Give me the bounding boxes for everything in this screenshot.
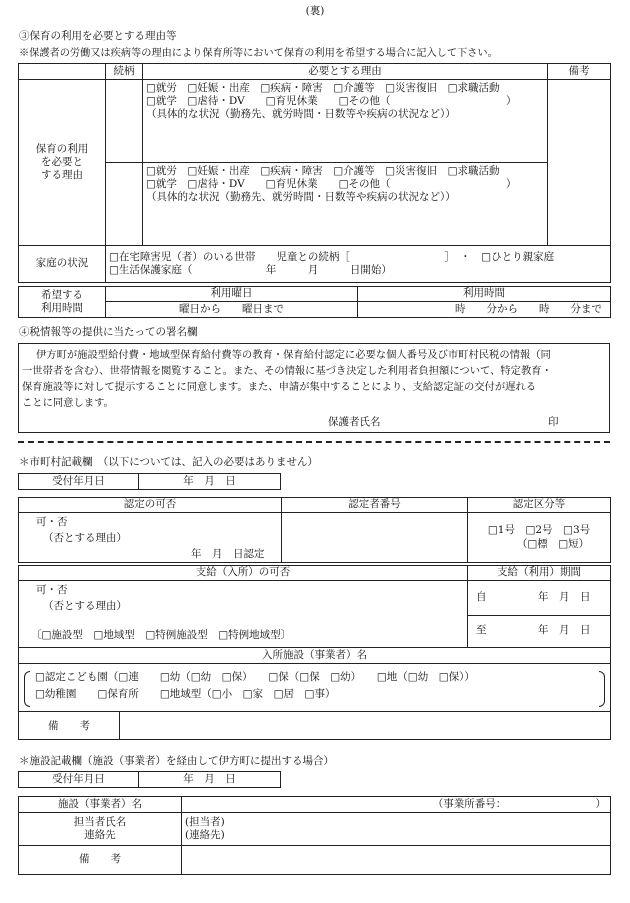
received-date-field[interactable]: 年 月 日 bbox=[139, 474, 281, 490]
use-time-header: 利用時間 bbox=[358, 287, 611, 302]
facility-received-date-field[interactable]: 年 月 日 bbox=[139, 772, 281, 788]
time-range-field[interactable]: 時 分から 時 分まで bbox=[358, 302, 611, 318]
facility-options-cell[interactable]: □認定こども園（□連 □幼（□幼 □保） □保（□保 □幼） □地（□幼 □保）） □幼稚園 □保育所 □地域型（□小 □家 □居 □事） bbox=[19, 664, 611, 712]
consent-box bbox=[18, 343, 610, 433]
reason-cell-2[interactable]: □就労 □妊娠・出産 □疾病・障害 □介護等 □災害復旧 □求職活動 □就学 □虐待・DV □育児休業 □その他（ ） （具体的な状況（勤務先、就労時間・日数等や疾病の状況など）） bbox=[143, 163, 548, 246]
facility-title: ＊施設記載欄（施設（事業者）を経由して伊方町に提出する場合） bbox=[19, 755, 334, 767]
payment-table bbox=[18, 565, 611, 740]
section3-title: ③保育の利用を必要とする理由等 bbox=[19, 30, 177, 42]
seal-mark: 印 bbox=[548, 416, 559, 428]
municipal-remark-label: 備 考 bbox=[19, 712, 120, 740]
facility-remark-label: 備 考 bbox=[19, 846, 182, 875]
reason-table bbox=[18, 63, 611, 283]
facility-type-options: 〔□施設型 □地域型 □特例施設型 □特例地域型〕 bbox=[31, 629, 292, 641]
relation-cell-2[interactable] bbox=[106, 163, 143, 246]
guardian-name-label: 保護者氏名 bbox=[328, 416, 381, 428]
relation-header: 続柄 bbox=[106, 64, 143, 80]
reason-row-label: 保育の利用 を必要と する理由 bbox=[19, 80, 106, 246]
consent-line-4: ことに同意します。 bbox=[22, 397, 114, 409]
consent-line-3: 保育施設等に対して提示することに同意します。また、申請が集中することにより、支給認定証の交付が遅れる bbox=[22, 381, 537, 393]
consent-line-1: 伊方町が施設型給付費・地域型保育給付費等の教育・保育給付認定に必要な個人番号及び市町村民税の情報（同 bbox=[36, 349, 551, 361]
hope-table bbox=[18, 286, 611, 318]
left-bracket bbox=[24, 671, 30, 707]
facility-table bbox=[18, 796, 611, 875]
payment-cell[interactable]: 可・否 （否とする理由） 〔□施設型 □地域型 □特例施設型 □特例地域型〕 bbox=[19, 581, 468, 648]
staff-label: 担当者氏名 連絡先 bbox=[19, 813, 182, 846]
section4-title: ④税情報等の提供に当たっての署名欄 bbox=[19, 326, 198, 338]
facility-received-label: 受付年月日 bbox=[19, 772, 139, 788]
staff-field[interactable]: (担当者) (連絡先) bbox=[182, 813, 611, 846]
header-blank bbox=[19, 64, 106, 80]
facility-received-table bbox=[18, 771, 281, 788]
cut-line bbox=[18, 441, 610, 443]
right-bracket bbox=[599, 671, 605, 707]
facility-name-header: 入所施設（事業者）名 bbox=[19, 648, 611, 664]
received-label: 受付年月日 bbox=[19, 474, 139, 490]
approver-no-field[interactable] bbox=[282, 513, 468, 563]
period-cell[interactable]: 自 年 月 日 至 年 月 日 bbox=[468, 581, 611, 648]
reason-cell-1[interactable]: □就労 □妊娠・出産 □疾病・障害 □介護等 □災害復旧 □求職活動 □就学 □虐待・DV □育児休業 □その他（ ） （具体的な状況（勤務先、就労時間・日数等や疾病の状況など）） bbox=[143, 80, 548, 163]
municipal-remark-row bbox=[19, 712, 611, 740]
class-header: 認定区分等 bbox=[468, 498, 611, 513]
section3-note: ※保護者の労働又は疾病等の理由により保育所等において保育の利用を希望する場合に記入して下さい。 bbox=[19, 48, 498, 59]
remark-header: 備考 bbox=[548, 64, 611, 80]
approval-header: 認定の可否 bbox=[19, 498, 282, 513]
municipal-title: ＊市町村記載欄 （以下については、記入の必要はありません） bbox=[19, 456, 319, 468]
approval-cell[interactable]: 可・否 （否とする理由） 年 月 日認定 bbox=[19, 513, 282, 563]
relation-cell-1[interactable] bbox=[106, 80, 143, 163]
consent-line-2: 一世帯者を含む）、世帯情報を閲覧すること。また、その情報に基づき決定した利用者負担額について、特定教育・ bbox=[22, 365, 552, 377]
page-side-label: (裏) bbox=[305, 5, 325, 17]
period-header: 支給（利用）期間 bbox=[468, 566, 611, 581]
family-cell[interactable]: □在宅障害児（者）のいる世帯 児童との続柄［ ］ ・ □ひとり親家庭 □生活保護家庭（ 年 月 日開始） bbox=[106, 246, 611, 283]
payment-header: 支給（入所）の可否 bbox=[19, 566, 468, 581]
class-cell[interactable]: □1号 □2号 □3号 （□標 □短） bbox=[468, 513, 611, 563]
facility-remark-field[interactable] bbox=[182, 846, 611, 875]
facility-name-field[interactable]: （事業所番号： ） bbox=[182, 797, 611, 813]
facility-name-label: 施設（事業者）名 bbox=[19, 797, 182, 813]
use-day-header: 利用曜日 bbox=[106, 287, 358, 302]
municipal-received-table bbox=[18, 473, 281, 490]
day-range-field[interactable]: 曜日から 曜日まで bbox=[106, 302, 358, 318]
approval-table bbox=[18, 497, 611, 563]
hope-label: 希望する 利用時間 bbox=[19, 287, 106, 318]
family-label: 家庭の状況 bbox=[19, 246, 106, 283]
reason-header: 必要とする理由 bbox=[143, 64, 548, 80]
approver-no-header: 認定者番号 bbox=[282, 498, 468, 513]
remark-cell[interactable] bbox=[548, 80, 611, 246]
